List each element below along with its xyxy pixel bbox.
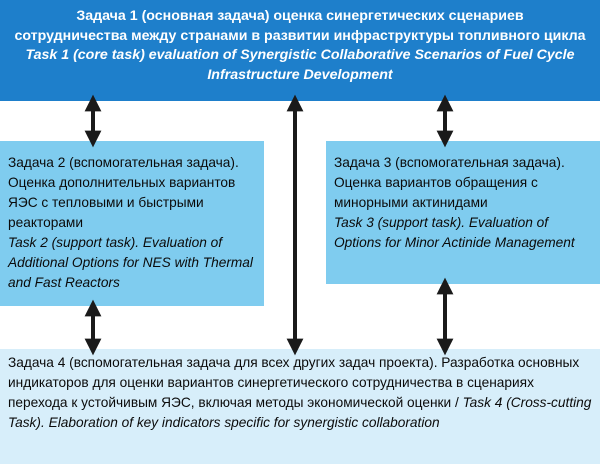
task3-ru-text: Задача 3 (вспомогательная задача). Оценка вариантов обращения с минорными актинидами (334, 155, 565, 210)
task1-ru-line2: сотрудничества между странами в развитии инфраструктуры топливного цикла (14, 27, 586, 44)
task2-box (0, 141, 264, 306)
task1-en-line2: Infrastructure Development (207, 66, 393, 83)
task1-box (0, 0, 600, 101)
task4-ru-text: Задача 4 (вспомогательная задача для всех других задач проекта). Разработка основных индикаторов для оценки вариантов синергетического сотрудничества в сценариях перехода к устойчивым ЯЭС, включая методы экономической оценки / (8, 355, 580, 410)
task4-box (0, 349, 600, 464)
task3-box (326, 141, 600, 284)
task4-en-text: Task 4 (Cross-cutting Task). Elaboration of key indicators specific for synergistic collaboration (8, 395, 592, 430)
task2-en-text: Task 2 (support task). Evaluation of Additional Options for NES with Thermal and Fast Reactors (8, 235, 253, 290)
task3-en-text: Task 3 (support task). Evaluation of Options for Minor Actinide Management (334, 215, 575, 250)
task2-ru-text: Задача 2 (вспомогательная задача). Оценка дополнительных вариантов ЯЭС с тепловыми и быстрыми реакторами (8, 155, 239, 230)
task1-ru-line1: Задача 1 (основная задача) оценка синергетических сценариев (76, 8, 524, 24)
task1-en-line1: Task 1 (core task) evaluation of Synergistic Collaborative Scenarios of Fuel Cycle (25, 47, 575, 63)
